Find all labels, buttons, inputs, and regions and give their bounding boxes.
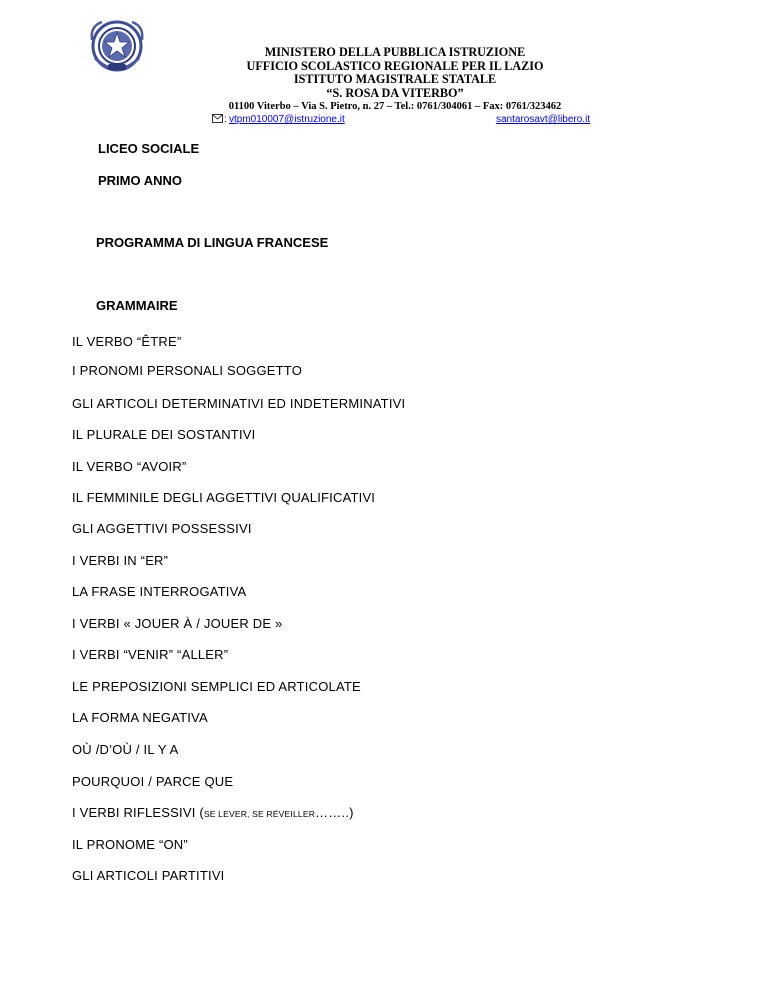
list-item-reflexive-verbs — [72, 805, 354, 820]
reflexive-prefix: I VERBI RIFLESSIVI ( — [72, 805, 204, 820]
school-type-heading: LICEO SOCIALE — [98, 141, 200, 156]
address-line: 01100 Viterbo – Via S. Pietro, n. 27 – Tel.: 0761/304061 – Fax: 0761/323462 — [228, 101, 562, 113]
school-name-line: “S. ROSA DA VITERBO” — [326, 85, 464, 100]
list-item: LA FRASE INTERROGATIVA — [72, 584, 247, 599]
grammaire-heading: GRAMMAIRE — [96, 298, 178, 313]
italian-republic-emblem — [86, 18, 148, 78]
list-item: GLI ARTICOLI PARTITIVI — [72, 868, 225, 883]
list-item: GLI AGGETTIVI POSSESSIVI — [72, 521, 252, 536]
list-item: I VERBI « JOUER À / JOUER DE » — [72, 616, 283, 631]
list-item: IL PLURALE DEI SOSTANTIVI — [72, 427, 256, 442]
list-item: I PRONOMI PERSONALI SOGGETTO — [72, 363, 303, 378]
list-item: IL VERBO “AVOIR” — [72, 459, 187, 474]
list-item: IL PRONOME “ON” — [72, 837, 188, 852]
year-heading: PRIMO ANNO — [98, 173, 183, 188]
list-item: LA FORMA NEGATIVA — [72, 710, 208, 725]
school-header — [150, 46, 640, 113]
list-item: OÙ /D’OÙ / IL Y A — [72, 742, 179, 757]
list-item: POURQUOI / PARCE QUE — [72, 774, 234, 789]
list-item: I VERBI IN “ER” — [72, 553, 169, 568]
regional-office-line: UFFICIO SCOLASTICO REGIONALE PER IL LAZIO — [246, 58, 544, 73]
list-item: IL FEMMINILE DEGLI AGGETTIVI QUALIFICATIVI — [72, 490, 376, 505]
email-colon: : — [224, 114, 227, 125]
reflexive-examples: SE LEVER, SE RÉVEILLER — [203, 809, 316, 819]
email-link-istruzione[interactable]: vtpm010007@istruzione.it — [229, 114, 345, 125]
ministry-line: MINISTERO DELLA PUBBLICA ISTRUZIONE — [264, 45, 526, 59]
list-item: IL VERBO “ÊTRE” — [72, 334, 182, 349]
program-title: PROGRAMMA DI LINGUA FRANCESE — [96, 235, 329, 250]
institute-line: ISTITUTO MAGISTRALE STATALE — [293, 72, 497, 87]
list-item: GLI ARTICOLI DETERMINATIVI ED INDETERMINATIVI — [72, 396, 406, 411]
list-item: I VERBI “VENIR” “ALLER” — [72, 647, 229, 662]
reflexive-suffix: ……..) — [315, 805, 354, 820]
contact-emails — [212, 113, 592, 127]
envelope-icon — [212, 114, 223, 123]
email-link-libero[interactable]: santarosavt@libero.it — [496, 114, 591, 125]
list-item: LE PREPOSIZIONI SEMPLICI ED ARTICOLATE — [72, 679, 361, 694]
